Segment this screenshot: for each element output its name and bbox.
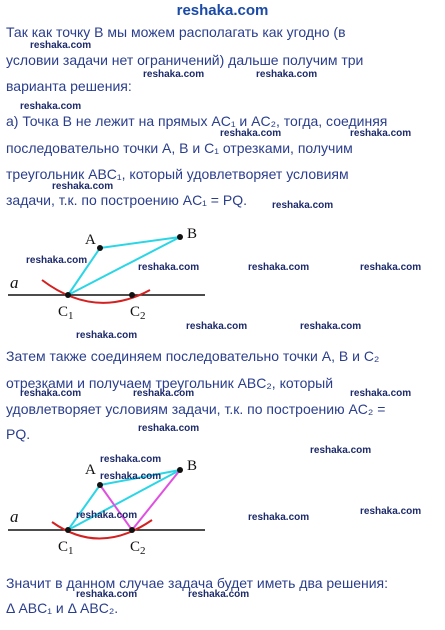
point-label-b: B: [187, 226, 198, 242]
text-line-1: Так как точку B мы можем располагать как угодно (в: [6, 24, 346, 40]
watermark: reshaka.com: [256, 69, 318, 80]
watermark: reshaka.com: [100, 471, 162, 482]
text-line-12: Значит в данном случае задача будет иметь два решения:: [6, 575, 389, 591]
watermark: reshaka.com: [76, 510, 138, 521]
point-label-b: B: [187, 458, 198, 474]
text-line-4: а) Точка B не лежит на прямых AC₁ и AC₂, тогда, соединяя: [6, 113, 388, 129]
point-label-a: A: [85, 462, 96, 478]
watermark: reshaka.com: [76, 589, 138, 600]
text-line-3: варианта решения:: [6, 78, 132, 94]
watermark: reshaka.com: [52, 181, 114, 192]
watermark: reshaka.com: [186, 321, 248, 332]
watermark: reshaka.com: [248, 262, 310, 273]
point-label-c1: $C_1$: [58, 304, 74, 322]
watermark: reshaka.com: [30, 40, 92, 51]
watermark: reshaka.com: [20, 388, 82, 399]
watermark: reshaka.com: [26, 255, 88, 266]
line-label-a: a: [10, 273, 19, 292]
watermark: reshaka.com: [20, 101, 82, 112]
watermark: reshaka.com: [310, 445, 372, 456]
text-line-2: условии задачи нет ограничений) дальше получим три: [6, 52, 364, 68]
figure-triangle-abc2: [0, 452, 445, 557]
watermark: reshaka.com: [138, 262, 200, 273]
site-header: reshaka.com: [176, 2, 269, 19]
text-line-9: отрезками и получаем треугольник ABC₂, который: [6, 375, 334, 391]
watermark: reshaka.com: [133, 388, 195, 399]
watermark: reshaka.com: [360, 262, 422, 273]
watermark: reshaka.com: [76, 330, 138, 341]
text-line-7: задачи, т.к. по построению AC₁ = PQ.: [6, 192, 247, 208]
watermark: reshaka.com: [138, 423, 200, 434]
watermark: reshaka.com: [272, 200, 334, 211]
watermark: reshaka.com: [350, 128, 412, 139]
watermark: reshaka.com: [300, 321, 362, 332]
text-line-8: Затем также соединяем последовательно точки A, B и C₂: [6, 348, 380, 364]
point-label-a: A: [85, 232, 96, 248]
text-line-10: удовлетворяет условиям задачи, т.к. по построению AC₂ =: [6, 401, 386, 417]
watermark: reshaka.com: [220, 128, 282, 139]
watermark: reshaka.com: [100, 454, 162, 465]
watermark: reshaka.com: [350, 388, 412, 399]
watermark: reshaka.com: [188, 589, 250, 600]
point-label-c2: $C_2$: [130, 539, 146, 557]
line-label-a: a: [10, 507, 19, 526]
text-line-13: Δ ABC₁ и Δ ABC₂.: [6, 600, 119, 616]
watermark: reshaka.com: [248, 512, 310, 523]
text-line-6: треугольник ABC₁, который удовлетворяет условиям: [6, 166, 349, 182]
point-label-c1: $C_1$: [58, 539, 74, 557]
point-label-c2: $C_2$: [130, 304, 146, 322]
watermark: reshaka.com: [360, 506, 422, 517]
watermark: reshaka.com: [143, 69, 205, 80]
text-line-11: PQ.: [6, 426, 31, 442]
text-line-5: последовательно точки A, B и C₁ отрезками, получим: [6, 140, 353, 156]
